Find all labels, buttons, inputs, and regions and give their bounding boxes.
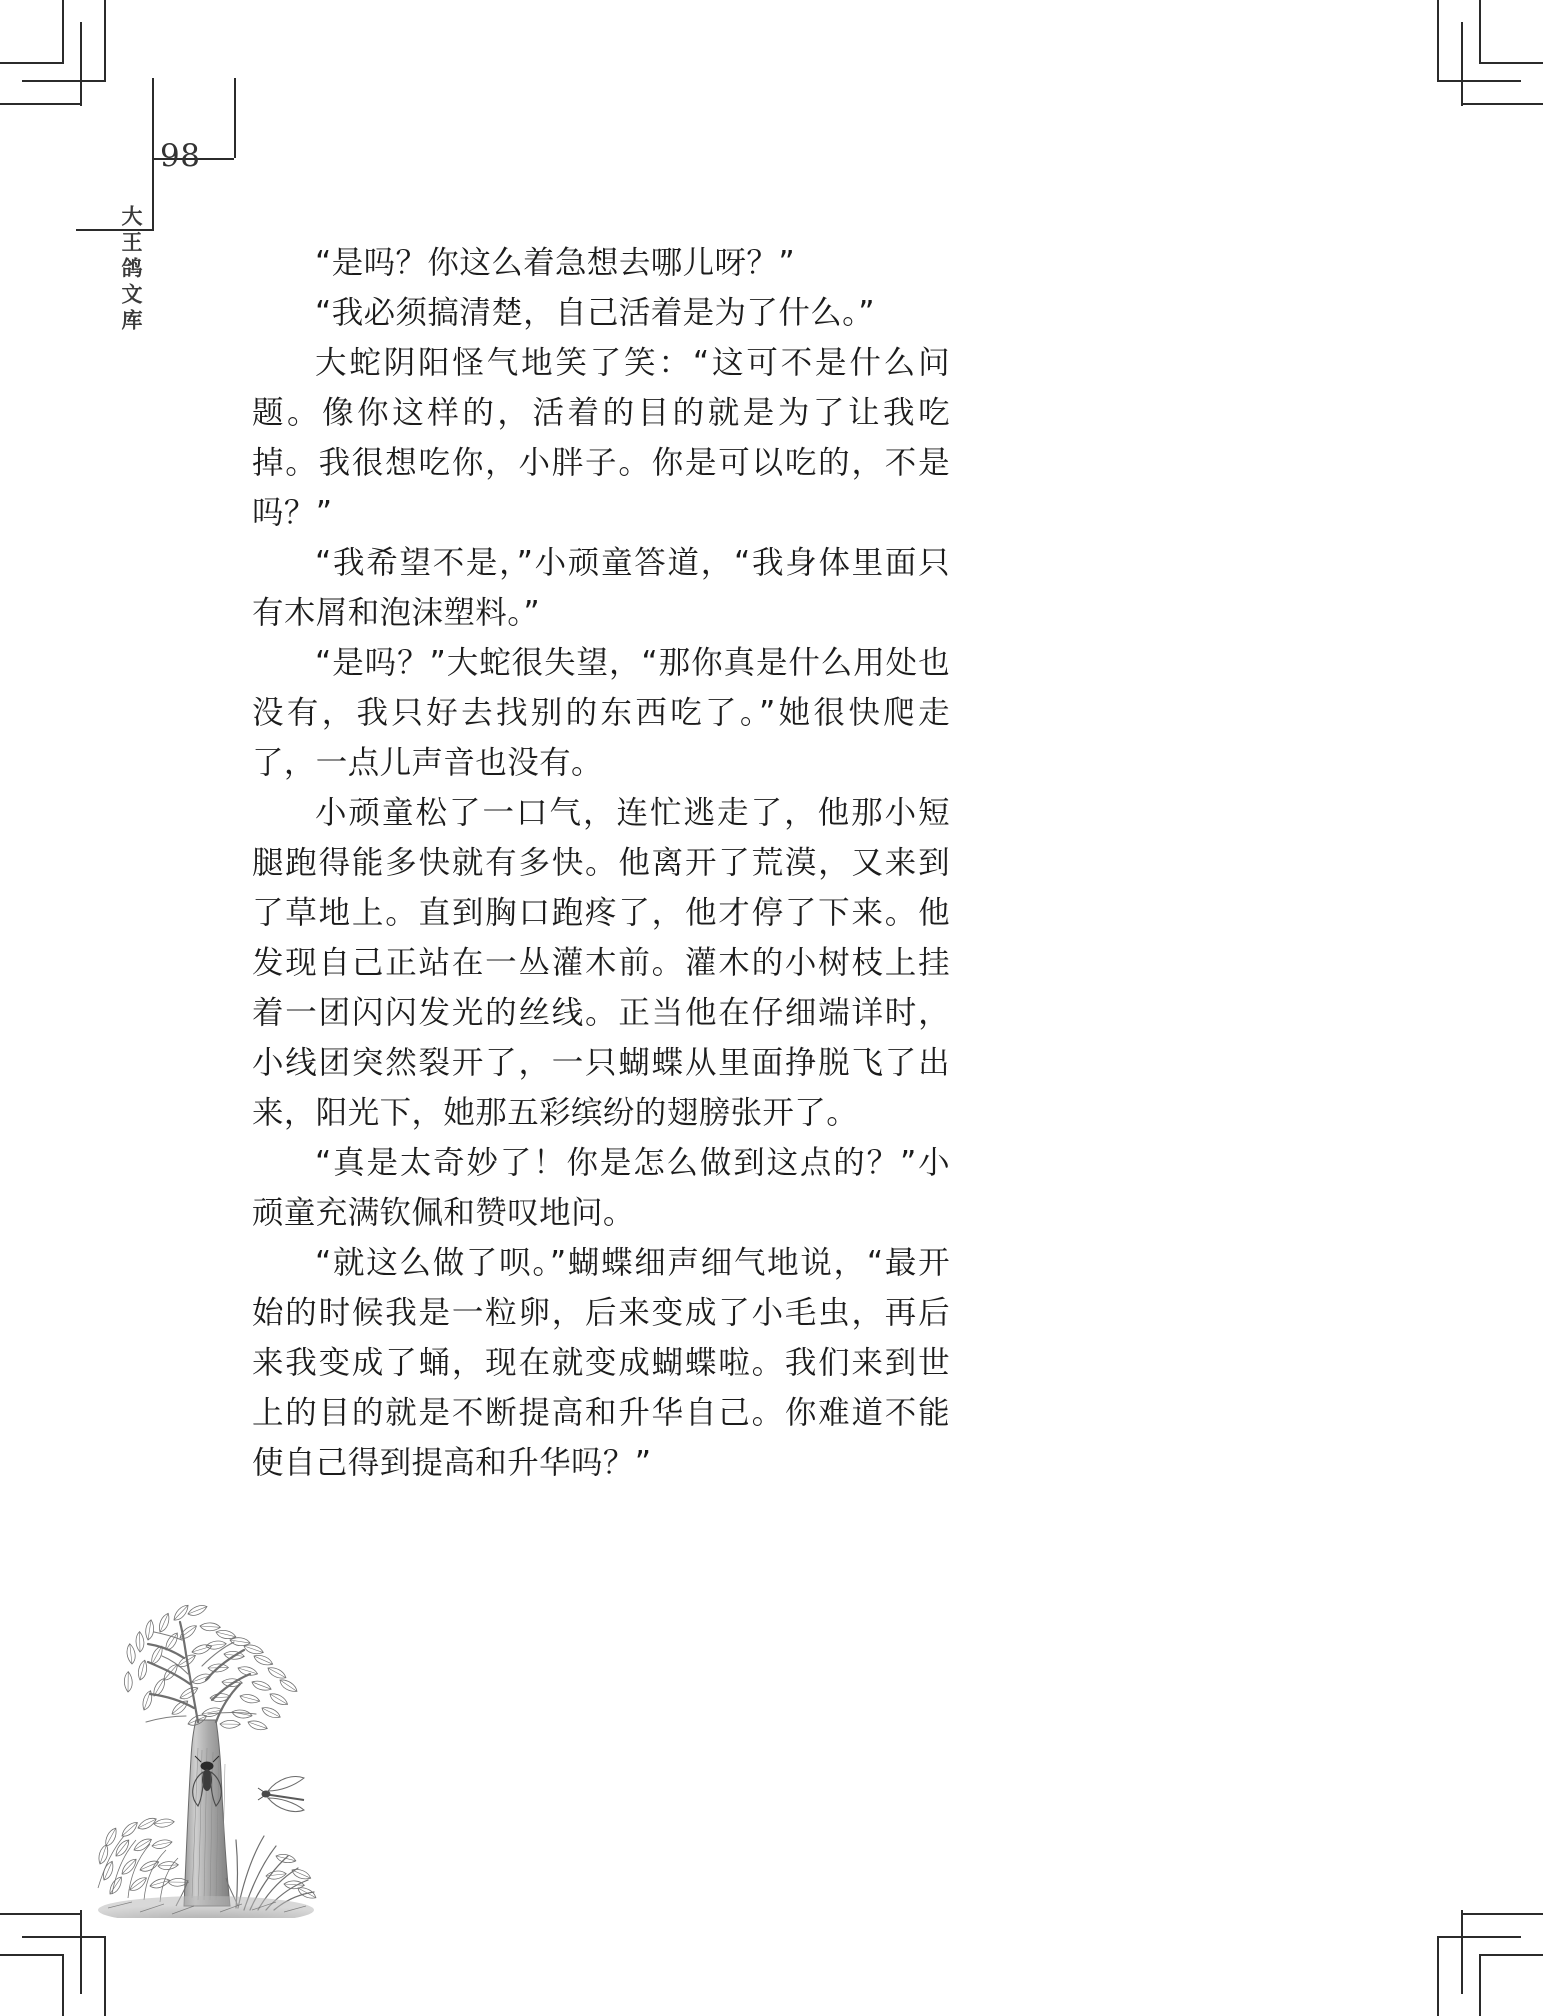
crop-mark-line <box>62 1954 64 2016</box>
tree-leaves <box>122 1604 298 1735</box>
crop-mark-line <box>1437 1936 1439 2016</box>
paragraph: “是吗？你这么着急想去哪儿呀？” <box>315 245 796 281</box>
crop-mark-line <box>1461 22 1463 106</box>
paragraph: “我必须搞清楚，自己活着是为了什么。” <box>315 295 875 331</box>
crop-mark-line <box>104 0 106 80</box>
crop-mark-line <box>80 22 82 106</box>
crop-mark-line <box>0 62 64 64</box>
pencil-sketch-tree-illustration <box>88 1588 318 1918</box>
paragraph: 小顽童松了一口气，连忙逃走了，他那小短腿跑得能多快就有多快。他离开了荒漠，又来到了草地上。直到胸口跑疼了，他才停了下来。他发现自己正站在一丛灌木前。灌木的小树枝上挂着一团闪闪发光的丝线。正当他在仔细端详时，小线团突然裂开了，一只蝴蝶从里面挣脱飞了出来，阳光下，她那五彩缤纷的翅膀张开了。 <box>252 795 950 1131</box>
trim-mark-line <box>152 158 154 230</box>
dragonfly-icon <box>258 1777 304 1812</box>
series-title-vertical: 大王鸽文库 <box>119 205 143 335</box>
crop-mark-line <box>1479 1954 1481 2016</box>
crop-mark-line <box>1479 1954 1543 1956</box>
crop-mark-line <box>1479 62 1543 64</box>
tree-sketch-svg <box>88 1588 318 1918</box>
paragraph: “真是太奇妙了！你是怎么做到这点的？”小顽童充满钦佩和赞叹地问。 <box>252 1145 950 1231</box>
crop-mark-line <box>22 80 106 82</box>
trim-mark-line <box>234 78 236 158</box>
trim-mark-line <box>152 78 154 160</box>
paragraph: “我希望不是，”小顽童答道，“我身体里面只有木屑和泡沫塑料。” <box>252 545 950 631</box>
right-shrub-leaves <box>266 1850 317 1902</box>
crop-mark-line <box>1479 0 1481 62</box>
page-number: 98 <box>160 138 201 174</box>
ground-shading <box>98 1896 314 1918</box>
body-text-column <box>252 238 950 1488</box>
crop-mark-line <box>0 103 80 105</box>
tree-trunk <box>176 1720 238 1906</box>
crop-mark-line <box>1437 0 1439 80</box>
crop-mark-line <box>1463 103 1543 105</box>
paragraph: 大蛇阴阳怪气地笑了笑：“这可不是什么问题。像你这样的，活着的目的就是为了让我吃掉。我很想吃你，小胖子。你是可以吃的，不是吗？” <box>252 345 950 531</box>
crop-mark-line <box>1463 1913 1543 1915</box>
crop-mark-line <box>1461 1910 1463 1994</box>
paragraph: “就这么做了呗。”蝴蝶细声细气地说，“最开始的时候我是一粒卵，后来变成了小毛虫，再后来我变成了蛹，现在就变成蝴蝶啦。我们来到世上的目的就是不断提高和升华自己。你难道不能使自己得到提高和升华吗？” <box>252 1245 950 1481</box>
crop-mark-line <box>1437 1936 1521 1938</box>
crop-mark-line <box>80 1910 82 1994</box>
crop-mark-line <box>62 0 64 62</box>
crop-mark-line <box>104 1936 106 2016</box>
crop-mark-line <box>0 1954 64 1956</box>
left-shrub <box>95 1817 189 1902</box>
crop-mark-line <box>1437 80 1521 82</box>
paragraph: “是吗？”大蛇很失望，“那你真是什么用处也没有，我只好去找别的东西吃了。”她很快爬走了，一点儿声音也没有。 <box>252 645 950 781</box>
crop-mark-line <box>22 1936 106 1938</box>
crop-mark-line <box>0 1913 80 1915</box>
